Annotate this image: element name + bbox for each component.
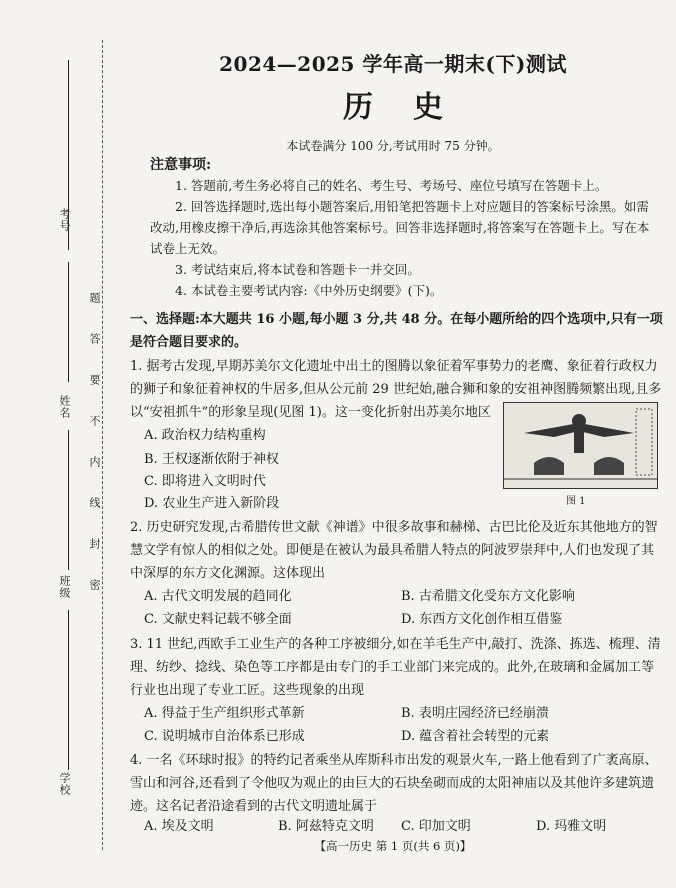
page-footer: 【高一历史 第 1 页(共 6 页)】 [314,839,472,853]
question-stem: 1. 据考古发现,早期苏美尔文化遗址中出土的图腾以象征着军事势力的老鹰、象征着行政权力的狮子和象征着神权的牛居多,但从公元前 29 世纪始,融合狮和象的安祖神图腾频繁出现,且多以“安祖抓牛”的形象呈现(见图 1)。这一变化折射出苏美尔地区 [130,359,662,420]
notice-item: 4. 本试卷主要考试内容:《中外历史纲要》(下)。 [175,283,443,298]
option: A. 得益于生产组织形式革新 [144,706,305,721]
label-name: 姓名 [58,395,71,419]
subject-title: 历史 [343,90,483,125]
option: D. 蕴含着社会转型的元素 [401,729,550,744]
label-exam-number: 考号 [58,208,71,232]
question-stem: 3. 11 世纪,西欧手工业生产的各种工序被细分,如在羊毛生产中,敲打、洗涤、拣选、梳理、清理、纺纱、捻线、染色等工序都是由专门的手工业部门来完成的。此外,在玻璃和金属加工等行业也出现了专业工匠。这些现象的出现 [130,637,661,698]
seal-char: 题 [88,292,101,304]
option: C. 即将进入文明时代 [144,474,266,489]
binding-line-4 [68,610,69,770]
seal-char: 密 [88,579,101,591]
label-class: 班级 [58,575,71,599]
option: D. 玛雅文明 [536,819,607,834]
question-stem: 4. 一名《环球时报》的特约记者乘坐从库斯科市出发的观景火车,一路上他看到了广袤高原、雪山和河谷,还看到了令他叹为观止的由巨大的石块垒砌而成的太阳神庙以及其他许多建筑遗迹。这名记者沿途看到的古代文明遗址属于 [130,753,658,814]
binding-strip [0,0,110,888]
notice-item: 1. 答题前,考生务必将自己的姓名、考生号、考场号、座位号填写在答题卡上。 [175,178,608,193]
option: B. 表明庄园经济已经崩溃 [401,706,549,721]
option: B. 王权逐渐依附于神权 [144,452,279,467]
exam-info: 本试卷满分 100 分,考试用时 75 分钟。 [286,139,500,153]
option: D. 农业生产进入新阶段 [144,496,280,511]
option: B. 阿兹特克文明 [278,819,374,834]
option: C. 说明城市自治体系已形成 [144,729,305,744]
seal-char: 不 [88,415,101,427]
option: A. 古代文明发展的趋同化 [144,589,292,604]
seal-char: 线 [88,497,101,509]
option: B. 古希腊文化受东方文化影响 [401,589,575,604]
notice-item: 3. 考试结束后,将本试卷和答题卡一并交回。 [175,262,420,277]
seal-char: 要 [88,374,101,386]
figure-caption: 图 1 [566,496,586,507]
seal-line [102,40,103,850]
option: C. 文献史料记载不够全面 [144,612,292,627]
anzu-figure [503,402,658,489]
option: C. 印加文明 [401,819,471,834]
question-stem: 2. 历史研究发现,古希腊传世文献《神谱》中很多故事和赫梯、古巴比伦及近东其他地方的智慧文学有惊人的相似之处。即便是在被认为最具希腊人特点的阿波罗崇拜中,人们也发现了其中深厚的东方文化渊源。这体现出 [130,520,658,581]
exam-title: 2024—2025 学年高一期末(下)测试 [219,52,567,76]
seal-char: 答 [88,333,101,345]
option: D. 东西方文化创作相互借鉴 [401,612,563,627]
option: A. 政治权力结构重构 [144,428,266,443]
notice-heading: 注意事项: [150,157,212,173]
notice-item: 2. 回答选择题时,选出每小题答案后,用铅笔把答题卡上对应题目的答案标号涂黑。如需改动,用橡皮擦干净后,再选涂其他答案标号。回答非选择题时,将答案写在答题卡上。写在本试卷上无效。 [150,199,650,256]
label-school: 学校 [58,772,71,796]
seal-char: 封 [88,538,101,550]
binding-line-3 [68,430,69,570]
section-heading: 一、选择题:本大题共 16 小题,每小题 3 分,共 48 分。在每小题所给的四个选项中,只有一项是符合题目要求的。 [130,312,663,350]
anzu-eagle-icon [504,403,657,488]
exam-page [118,0,668,888]
seal-char: 内 [88,456,101,468]
binding-line-2 [68,262,69,382]
option: A. 埃及文明 [144,819,214,834]
